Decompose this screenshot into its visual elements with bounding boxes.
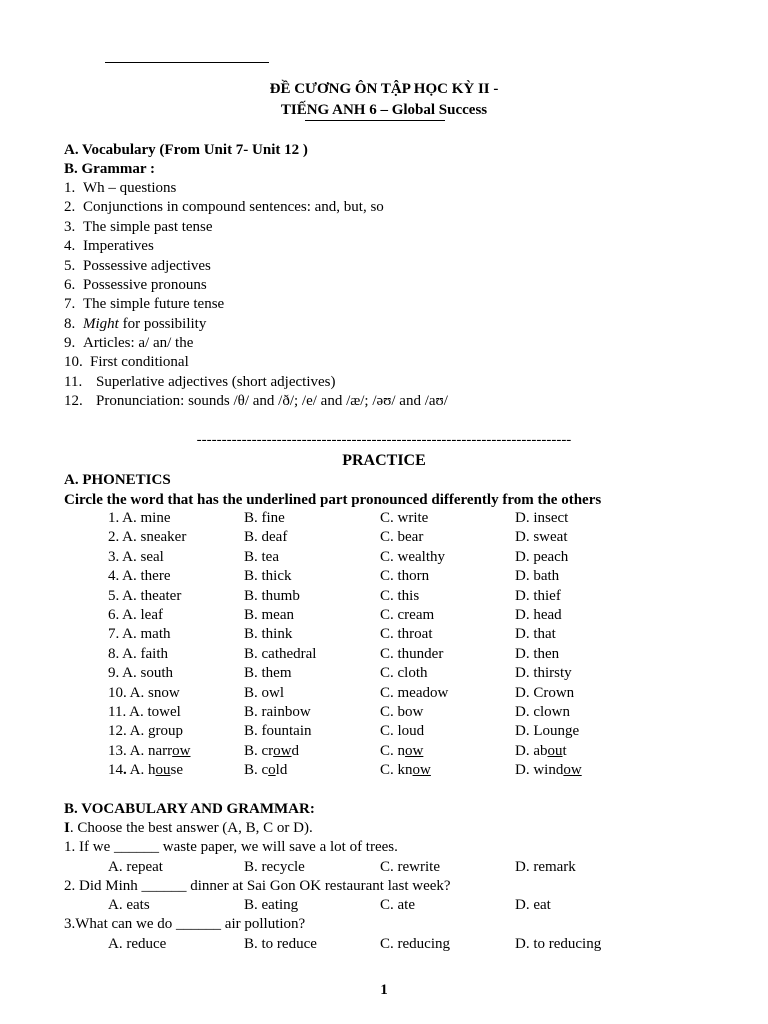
option-b: B. crowd bbox=[244, 743, 300, 759]
grammar-item bbox=[64, 237, 154, 256]
grammar-item-text: First conditional bbox=[90, 354, 189, 370]
grammar-item bbox=[64, 257, 211, 276]
phonetics-row bbox=[0, 625, 768, 644]
grammar-item-text: Pronunciation: sounds /θ/ and /ð/; /e/ and /æ/; /əʊ/ and /aʊ/ bbox=[96, 393, 448, 409]
phonetics-row bbox=[0, 509, 768, 528]
option-d: D. thief bbox=[515, 587, 561, 604]
option-d: D. insect bbox=[515, 510, 569, 526]
option-c: C. reducing bbox=[380, 935, 450, 952]
option-a: 13. A. narrow bbox=[108, 743, 191, 759]
answer-options bbox=[0, 858, 768, 877]
option-b: B. mean bbox=[244, 607, 294, 623]
option-d: D. Crown bbox=[515, 684, 575, 701]
phonetics-row bbox=[0, 528, 768, 547]
option-a: 7. A. math bbox=[108, 626, 171, 643]
grammar-heading: B. Grammar : bbox=[64, 161, 155, 177]
phonetics-row-14 bbox=[0, 761, 768, 780]
option-c: C. meadow bbox=[380, 684, 449, 701]
grammar-item bbox=[64, 295, 224, 314]
grammar-item-text: Conjunctions in compound sentences: and, but, so bbox=[83, 199, 384, 215]
grammar-item-number: 7. bbox=[64, 296, 76, 312]
phonetics-row bbox=[0, 703, 768, 722]
option-b: B. think bbox=[244, 626, 293, 643]
grammar-item-number: 3. bbox=[64, 219, 76, 235]
option-b: B. them bbox=[244, 665, 292, 682]
header-rule bbox=[105, 62, 269, 63]
option-c: C. throat bbox=[380, 626, 433, 643]
option-c: C. now bbox=[380, 743, 424, 759]
option-d: D. clown bbox=[515, 704, 570, 720]
grammar-item bbox=[64, 334, 193, 353]
grammar-item bbox=[64, 276, 207, 295]
vocab-grammar-heading: B. VOCABULARY AND GRAMMAR: bbox=[64, 801, 315, 817]
phonetics-row-13 bbox=[0, 742, 768, 761]
option-c: C. cream bbox=[380, 607, 435, 623]
phonetics-row bbox=[0, 664, 768, 683]
grammar-item-number: 5. bbox=[64, 258, 76, 274]
option-d: D. peach bbox=[515, 548, 569, 565]
option-d: D. sweat bbox=[515, 529, 568, 546]
option-c: C. loud bbox=[380, 723, 425, 740]
option-c: C. this bbox=[380, 587, 420, 604]
option-b: B. fountain bbox=[244, 723, 312, 740]
grammar-item-number: 11. bbox=[64, 374, 83, 390]
phonetics-row bbox=[0, 684, 768, 703]
option-a: 11. A. towel bbox=[108, 704, 181, 720]
option-d: D. window bbox=[515, 762, 582, 778]
grammar-item-text: Imperatives bbox=[83, 238, 154, 254]
option-b: B. deaf bbox=[244, 529, 288, 546]
grammar-item bbox=[64, 198, 384, 217]
grammar-item bbox=[64, 179, 176, 198]
option-c: C. bear bbox=[380, 529, 424, 546]
option-d: D. bath bbox=[515, 568, 560, 585]
grammar-item-number: 10. bbox=[64, 354, 83, 370]
option-a: A. eats bbox=[108, 897, 150, 914]
phonetics-row bbox=[0, 567, 768, 586]
option-a: 9. A. south bbox=[108, 665, 174, 682]
option-b: B. fine bbox=[244, 510, 285, 526]
grammar-item-text: Possessive adjectives bbox=[83, 258, 211, 274]
answer-options bbox=[0, 935, 768, 954]
grammar-item-number: 4. bbox=[64, 238, 76, 254]
option-c: C. thunder bbox=[380, 645, 444, 662]
grammar-item bbox=[64, 373, 336, 392]
question-text: 3.What can we do ______ air pollution? bbox=[64, 916, 306, 933]
grammar-item-text: Wh – questions bbox=[83, 180, 177, 196]
document-title-line2: TIẾNG ANH 6 – Global Success bbox=[280, 102, 488, 118]
grammar-item-text: Possessive pronouns bbox=[83, 277, 207, 293]
phonetics-row bbox=[0, 645, 768, 664]
option-c: C. thorn bbox=[380, 568, 430, 585]
option-a: 4. A. there bbox=[108, 568, 171, 585]
title-underline bbox=[305, 120, 445, 121]
document-title-line1: ĐỀ CƯƠNG ÔN TẬP HỌC KỲ II - bbox=[269, 81, 499, 97]
grammar-item bbox=[64, 353, 189, 372]
answer-options bbox=[0, 896, 768, 915]
option-c: C. rewrite bbox=[380, 858, 440, 875]
grammar-item bbox=[64, 392, 448, 411]
grammar-item-number: 9. bbox=[64, 335, 76, 351]
option-c: C. bow bbox=[380, 704, 424, 720]
option-d: D. eat bbox=[515, 897, 551, 914]
phonetics-heading: A. PHONETICS bbox=[64, 472, 171, 488]
option-c: C. write bbox=[380, 510, 429, 526]
option-b: B. cold bbox=[244, 762, 288, 778]
option-a: 14. A. house bbox=[108, 762, 184, 778]
section-instruction: I. Choose the best answer (A, B, C or D). bbox=[64, 820, 313, 836]
grammar-item-number: 8. bbox=[64, 316, 76, 332]
option-d: D. to reducing bbox=[515, 935, 602, 952]
option-a: 2. A. sneaker bbox=[108, 529, 187, 546]
page-number: 1 bbox=[380, 982, 388, 998]
vocabulary-heading: A. Vocabulary (From Unit 7- Unit 12 ) bbox=[64, 142, 308, 158]
phonetics-instruction: Circle the word that has the underlined part pronounced differently from the others bbox=[64, 492, 602, 508]
grammar-item-number: 1. bbox=[64, 180, 76, 196]
option-b: B. owl bbox=[244, 684, 285, 701]
option-c: C. cloth bbox=[380, 665, 428, 682]
option-d: D. then bbox=[515, 645, 560, 662]
section-divider: --------------------------------------------------------------------------- bbox=[196, 432, 572, 448]
grammar-item bbox=[64, 218, 213, 237]
option-b: B. tea bbox=[244, 548, 279, 565]
option-b: B. recycle bbox=[244, 858, 305, 875]
option-b: B. thick bbox=[244, 568, 292, 585]
grammar-item-emphasis: Might bbox=[83, 316, 119, 332]
phonetics-row bbox=[0, 548, 768, 567]
practice-title: PRACTICE bbox=[342, 452, 426, 469]
option-d: D. about bbox=[515, 743, 567, 759]
grammar-item-text: Superlative adjectives (short adjectives) bbox=[96, 374, 336, 390]
grammar-item-number: 12. bbox=[64, 393, 83, 409]
grammar-item-text: The simple past tense bbox=[83, 219, 213, 235]
option-d: D. head bbox=[515, 607, 562, 623]
option-a: 1. A. mine bbox=[108, 510, 171, 526]
option-b: B. rainbow bbox=[244, 704, 311, 720]
grammar-item-text: Articles: a/ an/ the bbox=[83, 335, 194, 351]
option-a: A. reduce bbox=[108, 935, 167, 952]
option-d: D. thirsty bbox=[515, 665, 572, 682]
grammar-item-text: for possibility bbox=[118, 316, 207, 332]
phonetics-row bbox=[0, 587, 768, 606]
option-b: B. thumb bbox=[244, 587, 300, 604]
grammar-item-number: 6. bbox=[64, 277, 76, 293]
option-a: 5. A. theater bbox=[108, 587, 182, 604]
option-d: D. that bbox=[515, 626, 556, 643]
grammar-item-text: The simple future tense bbox=[83, 296, 225, 312]
option-a: A. repeat bbox=[108, 858, 163, 875]
option-a: 10. A. snow bbox=[108, 684, 180, 701]
question-text: 2. Did Minh ______ dinner at Sai Gon OK restaurant last week? bbox=[64, 877, 451, 894]
option-a: 6. A. leaf bbox=[108, 607, 163, 623]
option-a: 3. A. seal bbox=[108, 548, 164, 565]
option-b: B. to reduce bbox=[244, 935, 317, 952]
option-b: B. cathedral bbox=[244, 645, 317, 662]
phonetics-row bbox=[0, 606, 768, 625]
option-d: D. remark bbox=[515, 858, 576, 875]
option-c: C. ate bbox=[380, 897, 415, 914]
option-b: B. eating bbox=[244, 897, 299, 914]
question-text: 1. If we ______ waste paper, we will save a lot of trees. bbox=[64, 839, 398, 855]
option-a: 12. A. group bbox=[108, 723, 183, 740]
grammar-item-number: 2. bbox=[64, 199, 76, 215]
option-c: C. wealthy bbox=[380, 548, 445, 565]
phonetics-row bbox=[0, 722, 768, 741]
option-d: D. Lounge bbox=[515, 723, 580, 740]
grammar-item bbox=[64, 315, 206, 334]
option-a: 8. A. faith bbox=[108, 645, 168, 662]
option-c: C. know bbox=[380, 762, 431, 778]
